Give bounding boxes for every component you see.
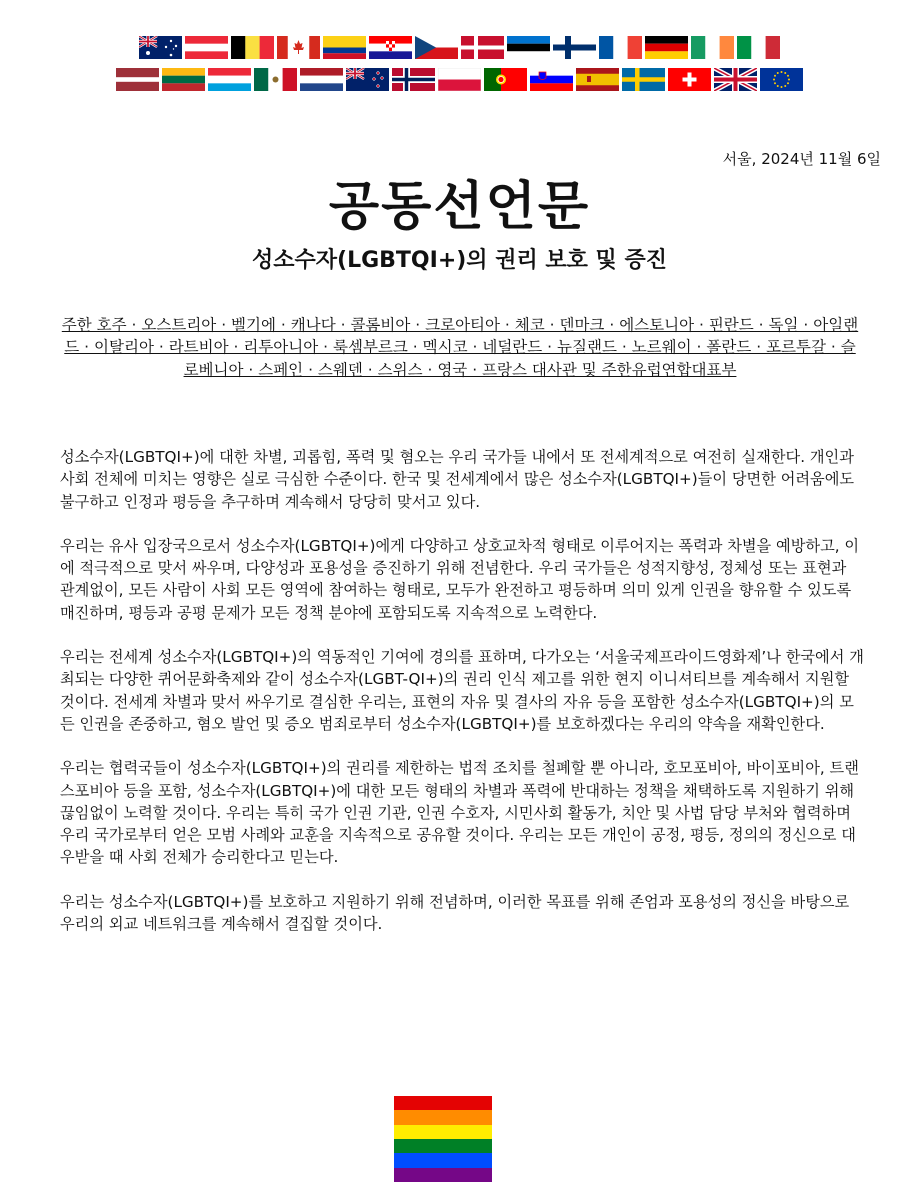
paragraph-5: 우리는 성소수자(LGBTQI+)를 보호하고 지원하기 위해 전념하며, 이러한 목표를 위해 존엄과 포용성의 정신을 바탕으로 우리의 외교 네트워크를 계속해서 결집할 것이다.: [60, 892, 850, 934]
portugal-flag-icon: [484, 68, 527, 91]
pride-stripe: [394, 1096, 492, 1110]
united-kingdom-flag-icon: [714, 68, 757, 91]
france-flag-icon: [599, 36, 642, 59]
ireland-flag-icon: [691, 36, 734, 59]
pride-stripe: [394, 1125, 492, 1139]
document-subtitle: 성소수자(LGBTQI+)의 권리 보호 및 증진: [252, 248, 667, 273]
pride-stripe: [394, 1110, 492, 1124]
colombia-flag-icon: [323, 36, 366, 59]
document-date: 서울, 2024년 11월 6일: [722, 150, 881, 168]
czechia-flag-icon: [415, 36, 458, 59]
paragraph-4: 우리는 협력국들이 성소수자(LGBTQI+)의 권리를 제한하는 법적 조치를 철폐할 뿐 아니라, 호모포비아, 바이포비아, 트랜스포비아 등을 포함, 성소수자(LGBTQI+)에 대한 모든 형태의 차별과 폭력에 반대하는 정책을 채택하도록 지원하기 위해 끊임없이 노력할 것이다. 우리는 특히 국가 인권 기관, 인권 수호자, 시민사회 활동가, 치안 및 사법 담당 부처와 협력하며 우리 국가로부터 얻은 모범 사례와 교훈을 지속적으로 공유할 것이다. 우리는 모든 개인이 공정, 평등, 정의의 정신으로 대우받을 때 사회 전체가 승리한다고 믿는다.: [60, 759, 859, 867]
croatia-flag-icon: [369, 36, 412, 59]
netherlands-flag-icon: [300, 68, 343, 91]
canada-flag-icon: [277, 36, 320, 59]
australia-flag-icon: [139, 36, 182, 59]
spain-flag-icon: [576, 68, 619, 91]
norway-flag-icon: [392, 68, 435, 91]
new-zealand-flag-icon: [346, 68, 389, 91]
declaration-body: [60, 446, 865, 957]
flag-row-top: [0, 36, 919, 59]
lithuania-flag-icon: [162, 68, 205, 91]
poland-flag-icon: [438, 68, 481, 91]
mexico-flag-icon: [254, 68, 297, 91]
paragraph-2: 우리는 유사 입장국으로서 성소수자(LGBTQI+)에게 다양하고 상호교차적 형태로 이루어지는 폭력과 차별을 예방하고, 이에 적극적으로 맞서 싸우며, 다양성과 포용성을 증진하기 위해 전념한다. 우리 국가들은 성적지향성, 정체성 또는 표현과 관계없이, 모든 사람이 사회 모든 영역에 참여하는 형태로, 모두가 완전하고 평등하며 의미 있게 인권을 향유할 수 있도록 매진하며, 평등과 공평 문제가 모든 정책 분야에 포함되도록 지속적으로 노력한다.: [60, 536, 860, 622]
germany-flag-icon: [645, 36, 688, 59]
luxembourg-flag-icon: [208, 68, 251, 91]
signatory-embassies: 주한 호주 · 오스트리아 · 벨기에 · 캐나다 · 콜롬비아 · 크로아티아 · 체코 · 덴마크 · 에스토니아 · 핀란드 · 독일 · 아일랜드 · 이탈리아 · 라트비아 · 리투아니아 · 룩셈부르크 · 멕시코 · 네덜란드 · 뉴질랜드 · 노르웨이 · 폴란드 · 포르투갈 · 슬로베니아 · 스페인 · 스웨덴 · 스위스 · 영국 · 프랑스 대사관 및 주한유럽연합대표부: [61, 316, 859, 379]
sweden-flag-icon: [622, 68, 665, 91]
pride-stripe: [394, 1153, 492, 1167]
paragraph-1: 성소수자(LGBTQI+)에 대한 차별, 괴롭힘, 폭력 및 혐오는 우리 국가들 내에서 또 전세계적으로 여전히 실재한다. 개인과 사회 전체에 미치는 영향은 실로 극심한 수준이다. 한국 및 전세계에서 많은 성소수자(LGBTQI+)들이 당면한 어려움에도 불구하고 인정과 평등을 추구하며 계속해서 당당히 맞서고 있다.: [60, 448, 855, 511]
rainbow-pride-flag-icon: [394, 1096, 492, 1182]
flag-row-bottom: [0, 68, 919, 91]
italy-flag-icon: [737, 36, 780, 59]
austria-flag-icon: [185, 36, 228, 59]
estonia-flag-icon: [507, 36, 550, 59]
slovenia-flag-icon: [530, 68, 573, 91]
pride-stripe: [394, 1168, 492, 1182]
finland-flag-icon: [553, 36, 596, 59]
switzerland-flag-icon: [668, 68, 711, 91]
european-union-flag-icon: [760, 68, 803, 91]
denmark-flag-icon: [461, 36, 504, 59]
latvia-flag-icon: [116, 68, 159, 91]
pride-stripe: [394, 1139, 492, 1153]
paragraph-3: 우리는 전세계 성소수자(LGBTQI+)의 역동적인 기여에 경의를 표하며, 다가오는 ‘서울국제프라이드영화제’나 한국에서 개최되는 다양한 퀴어문화축제와 같이 성소수자(LGBT-QI+)의 권리 인식 제고를 위한 현지 이니셔티브를 계속해서 지원할 것이다. 전세계 차별과 맞서 싸우기로 결심한 우리는, 표현의 자유 및 결사의 자유 등을 포함한 성소수자(LGBTQI+)의 모든 인권을 존중하고, 혐오 발언 및 증오 범죄로부터 성소수자(LGBTQI+)를 보호하겠다는 우리의 약속을 재확인한다.: [60, 648, 864, 733]
belgium-flag-icon: [231, 36, 274, 59]
document-title: 공동선언문: [328, 177, 591, 237]
